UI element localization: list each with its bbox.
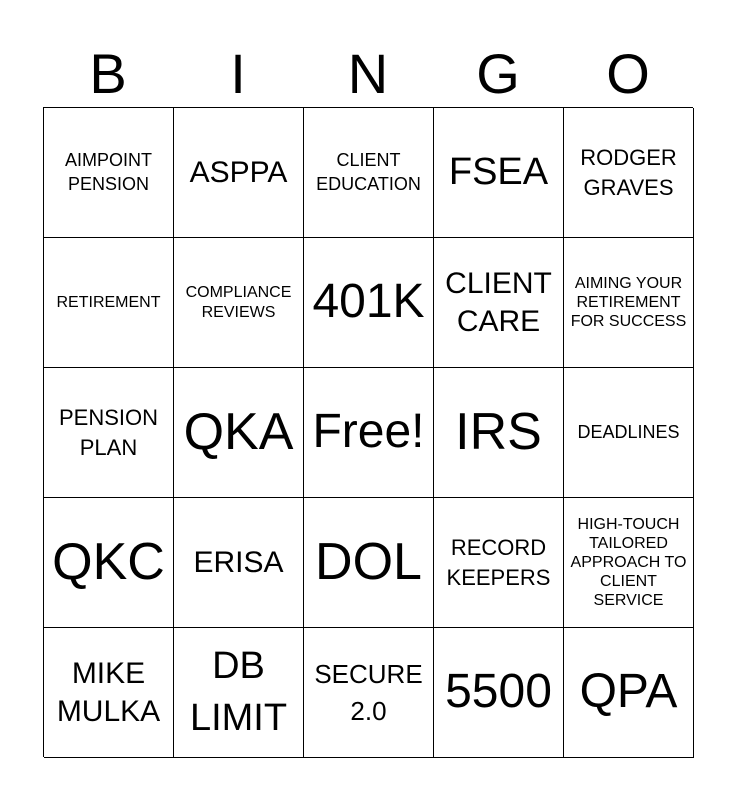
bingo-cell[interactable]	[564, 108, 694, 238]
bingo-cell[interactable]	[44, 238, 174, 368]
bingo-header	[43, 40, 693, 108]
header-letter-n: N	[347, 42, 389, 105]
bingo-cell[interactable]	[564, 628, 694, 758]
bingo-cell[interactable]	[44, 368, 174, 498]
cell-text: COMPLIANCE REVIEWS	[185, 284, 292, 321]
cell-text: ERISA	[193, 545, 284, 579]
bingo-cell[interactable]	[564, 368, 694, 498]
cell-text: 5500	[445, 665, 552, 719]
bingo-cell[interactable]	[304, 108, 434, 238]
bingo-cell free-space[interactable]	[304, 368, 434, 498]
cell-text: RODGER GRAVES	[580, 144, 677, 200]
cell-text: RETIREMENT	[56, 293, 161, 311]
cell-text: PENSION PLAN	[58, 404, 159, 460]
cell-text: AIMPOINT PENSION	[64, 150, 152, 194]
bingo-cell[interactable]	[434, 498, 564, 628]
bingo-cell[interactable]	[174, 238, 304, 368]
bingo-cell[interactable]	[304, 498, 434, 628]
bingo-cell[interactable]	[174, 368, 304, 498]
bingo-cell[interactable]	[434, 238, 564, 368]
cell-text: CLIENT EDUCATION	[316, 150, 421, 194]
bingo-cell[interactable]	[304, 238, 434, 368]
bingo-grid	[43, 107, 693, 757]
header-letter-g: G	[476, 42, 520, 105]
cell-text: DB LIMIT	[189, 645, 288, 739]
cell-text: 401K	[312, 275, 425, 329]
bingo-cell[interactable]	[44, 628, 174, 758]
cell-text: QKA	[183, 402, 294, 461]
bingo-cell[interactable]	[174, 628, 304, 758]
bingo-cell[interactable]	[564, 238, 694, 368]
bingo-cell[interactable]	[434, 628, 564, 758]
header-letter-o: O	[606, 42, 650, 105]
cell-text: ASPPA	[189, 155, 288, 189]
cell-text: QKC	[52, 532, 165, 591]
free-space-text: Free!	[312, 405, 425, 459]
cell-text: SECURE 2.0	[314, 659, 423, 726]
bingo-cell[interactable]	[434, 368, 564, 498]
cell-text: IRS	[455, 402, 542, 461]
header-letter-i: I	[230, 42, 246, 105]
cell-text: DOL	[315, 532, 422, 591]
bingo-cell[interactable]	[564, 498, 694, 628]
bingo-cell[interactable]	[44, 498, 174, 628]
cell-text: AIMING YOUR RETIREMENT FOR SUCCESS	[570, 274, 687, 331]
bingo-cell[interactable]	[174, 498, 304, 628]
cell-text: QPA	[579, 665, 678, 719]
cell-text: RECORD KEEPERS	[446, 534, 551, 590]
bingo-cell[interactable]	[44, 108, 174, 238]
cell-text: CLIENT CARE	[445, 267, 552, 338]
cell-text: DEADLINES	[577, 421, 680, 442]
bingo-cell[interactable]	[174, 108, 304, 238]
bingo-cell[interactable]	[304, 628, 434, 758]
bingo-cell[interactable]	[434, 108, 564, 238]
cell-text: HIGH-TOUCH TAILORED APPROACH TO CLIENT SERVICE	[570, 515, 687, 610]
cell-text: FSEA	[448, 150, 549, 193]
cell-text: MIKE MULKA	[56, 657, 161, 728]
header-letter-b: B	[89, 42, 127, 105]
